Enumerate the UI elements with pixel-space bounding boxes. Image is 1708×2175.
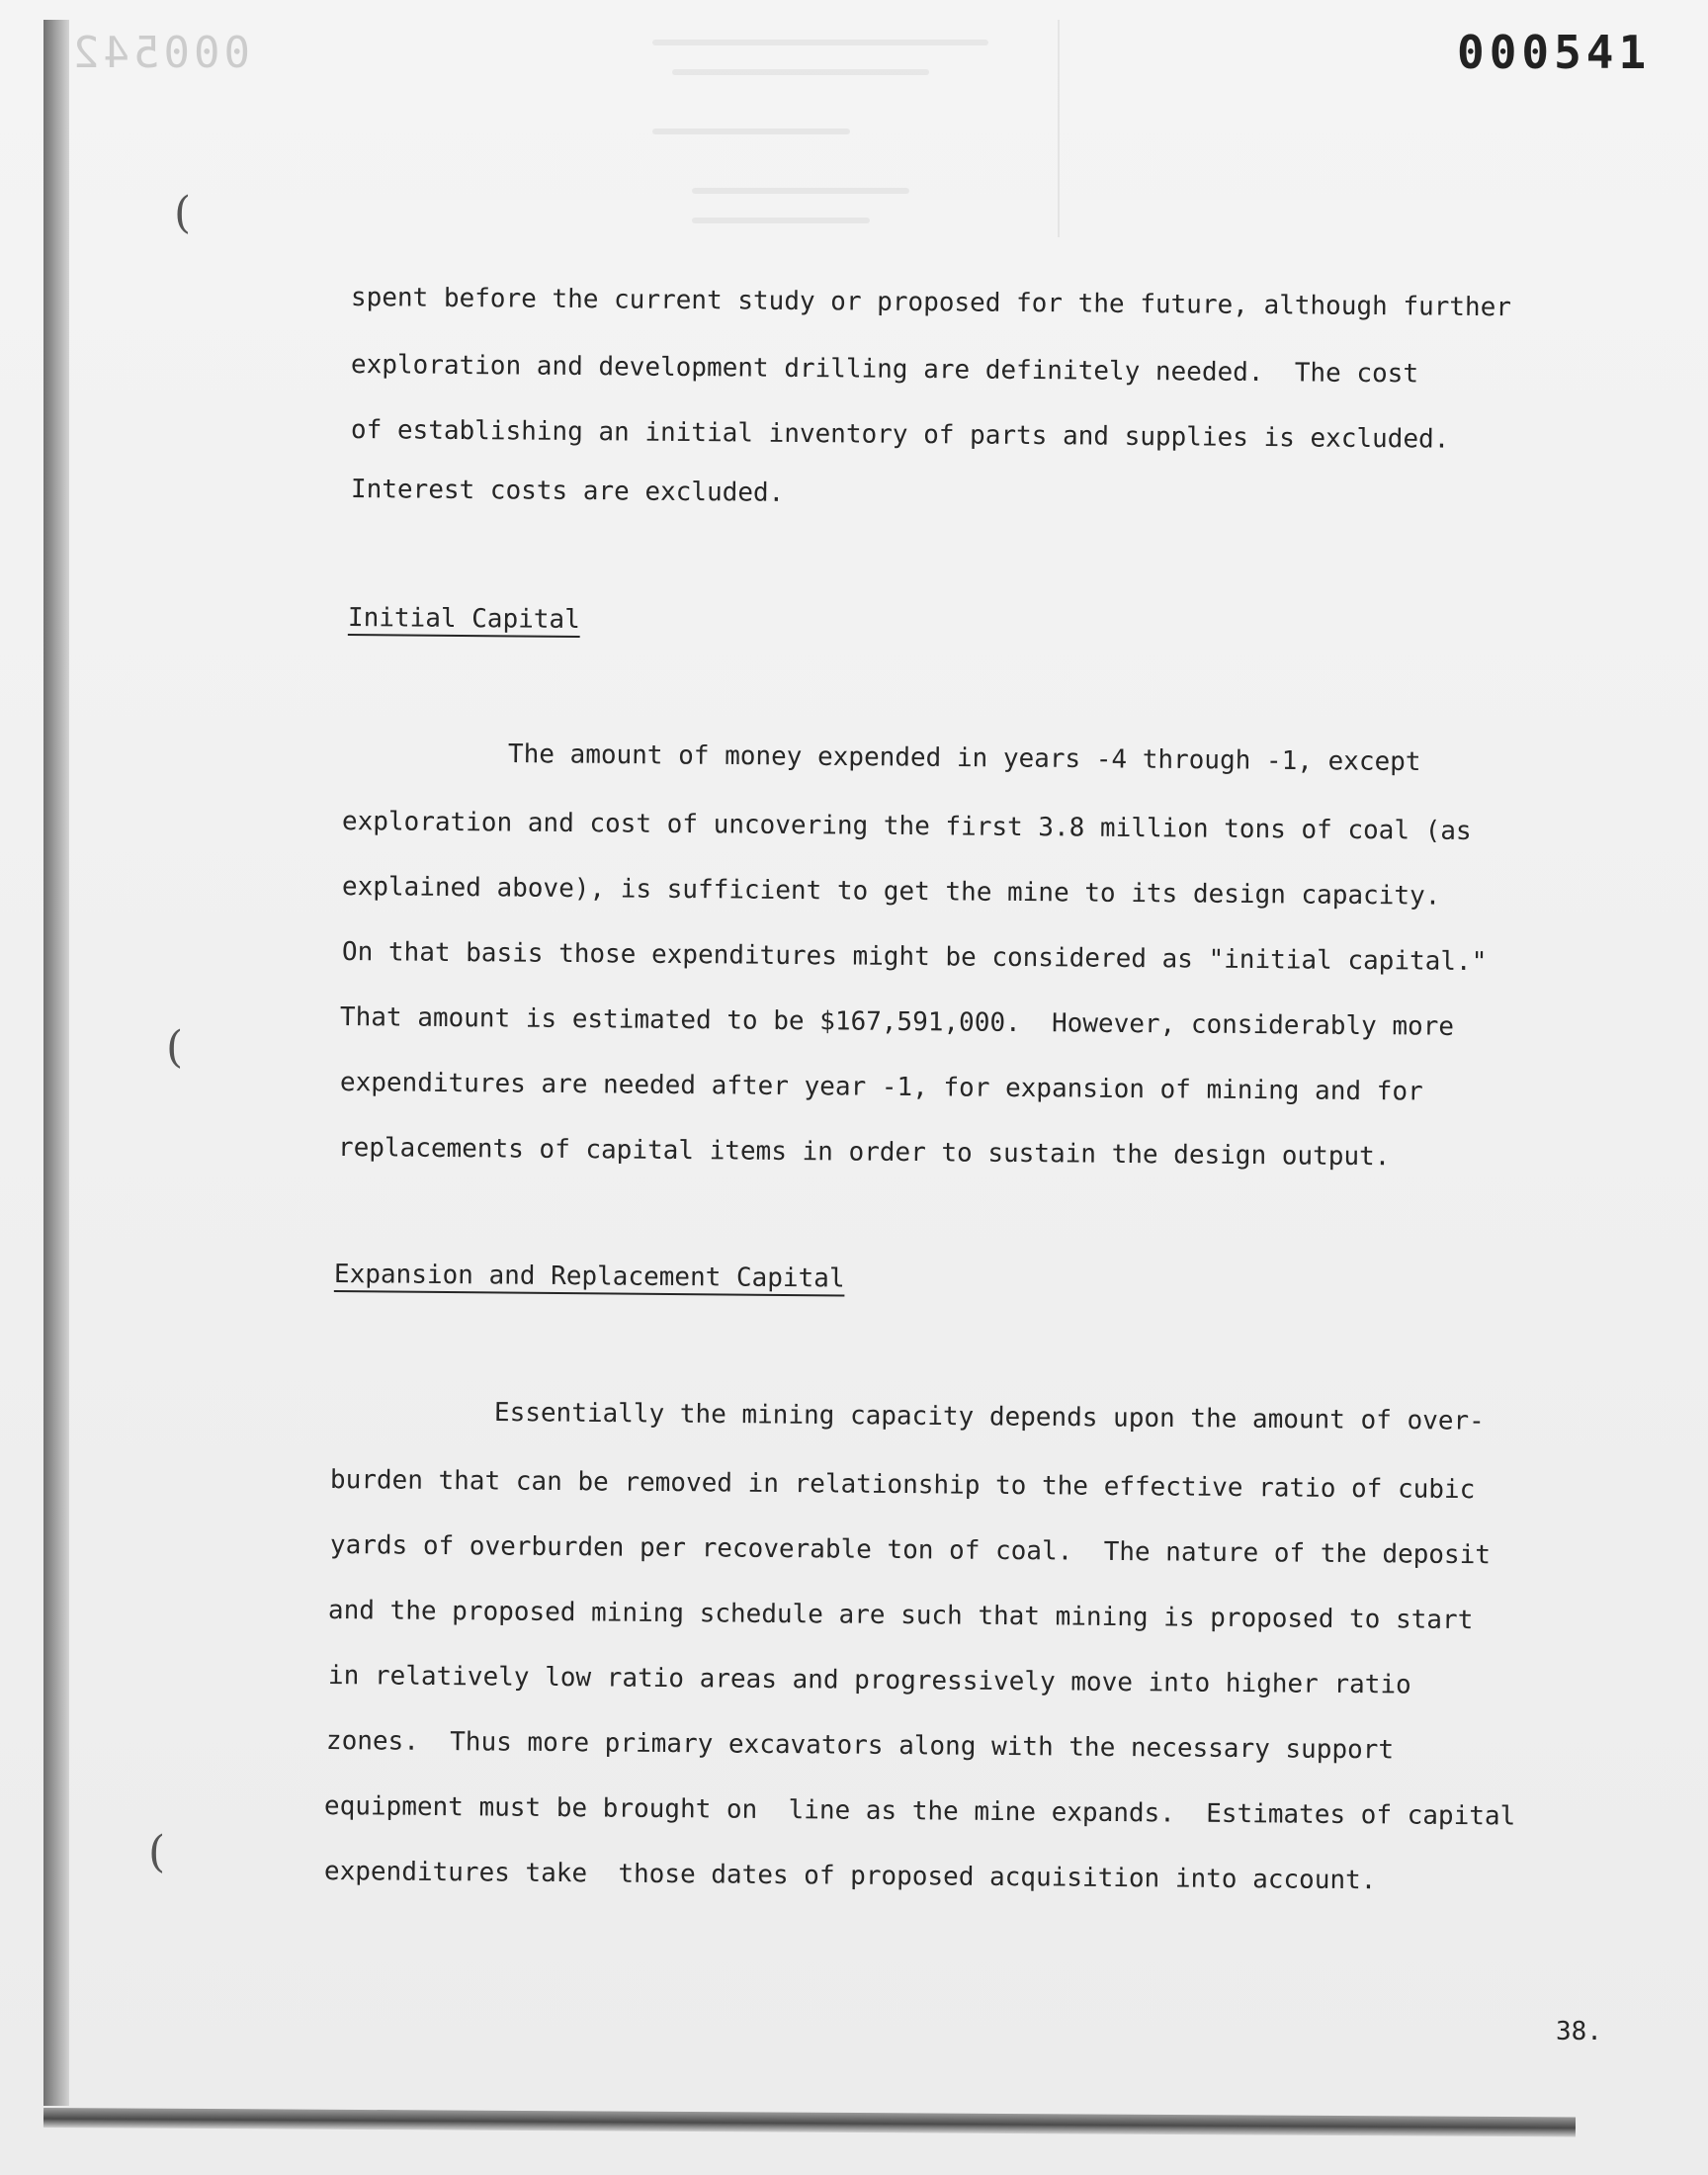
- text-line: in relatively low ratio areas and progressively move into higher ratio: [327, 1661, 1411, 1700]
- text-line: Essentially the mining capacity depends upon the amount of over-: [493, 1398, 1485, 1436]
- text-line: and the proposed mining schedule are such that mining is proposed to start: [327, 1596, 1474, 1636]
- document-stamp-number: 000541: [1457, 26, 1652, 79]
- text-line: equipment must be brought on line as the mine expands. Estimates of capital: [323, 1791, 1516, 1832]
- text-line: zones. Thus more primary excavators along with the necessary support: [325, 1726, 1395, 1766]
- text-line: replacements of capital items in order to sustain the design output.: [337, 1133, 1391, 1173]
- text-line: That amount is estimated to be $167,591,000. However, considerably more: [339, 1002, 1455, 1042]
- text-line: explained above), is sufficient to get the mine to its design capacity.: [341, 872, 1441, 912]
- bottom-page-edge: [43, 2108, 1576, 2136]
- mirrored-bleed-number: 000542: [69, 28, 250, 78]
- text-line: On that basis those expenditures might be considered as "initial capital.": [341, 937, 1488, 978]
- text-line: yards of overburden per recoverable ton of coal. The nature of the deposit: [329, 1530, 1492, 1571]
- punch-mark: (: [174, 188, 192, 238]
- page-number: 38.: [1556, 2017, 1602, 2046]
- section-heading-expansion-replacement-capital: Expansion and Replacement Capital: [333, 1260, 845, 1294]
- text-line: burden that can be removed in relationship to the effective ratio of cubic: [329, 1465, 1476, 1506]
- punch-mark: (: [166, 1022, 184, 1073]
- text-line: exploration and development drilling are definitely needed. The cost: [350, 350, 1419, 390]
- text-line: The amount of money expended in years -4 through -1, except: [507, 740, 1421, 778]
- punch-mark: (: [148, 1827, 166, 1877]
- text-line: of establishing an initial inventory of parts and supplies is excluded.: [350, 415, 1450, 455]
- text-line: exploration and cost of uncovering the first 3.8 million tons of coal (as: [341, 807, 1472, 846]
- bleed-through-area: [593, 20, 1060, 237]
- section-heading-initial-capital: Initial Capital: [347, 603, 580, 636]
- text-line: expenditures are needed after year -1, for expansion of mining and for: [339, 1068, 1423, 1107]
- text-line: Interest costs are excluded.: [350, 475, 785, 508]
- text-line: spent before the current study or proposed for the future, although further: [350, 283, 1512, 323]
- text-line: expenditures take those dates of proposed acquisition into account.: [323, 1857, 1377, 1896]
- binding-shadow: [43, 20, 69, 2106]
